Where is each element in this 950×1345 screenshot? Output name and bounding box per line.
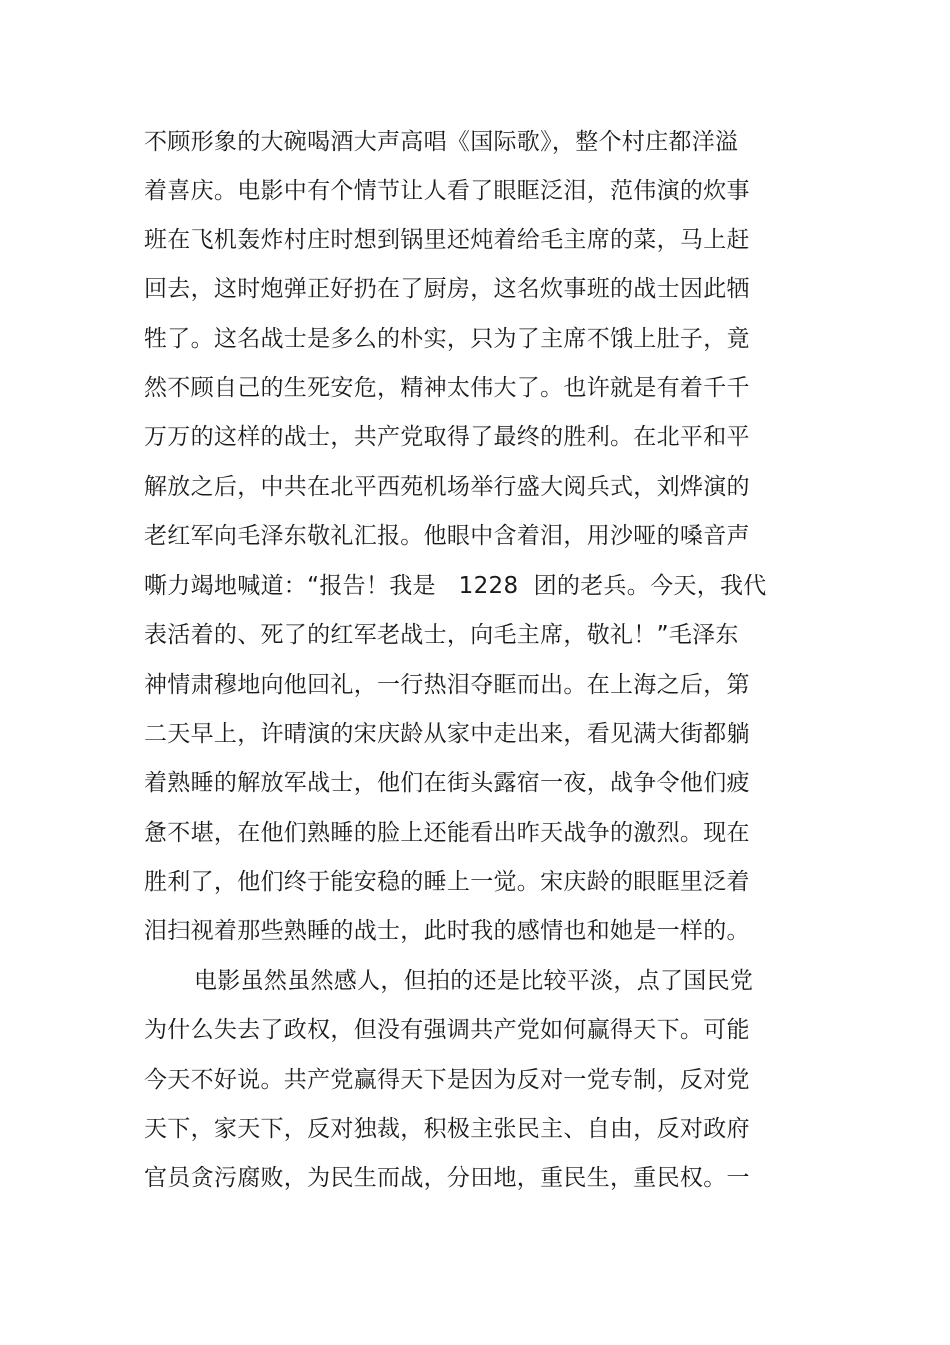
text-line-7: 万万的这样的战士，共产党取得了最终的胜利。在北平和平 (144, 424, 750, 450)
text-line-12: 神情肃穆地向他回礼，一行热泪夺眶而出。在上海之后，第 (144, 672, 750, 698)
text-line-17: 泪扫视着那些熟睡的战士，此时我的感情也和她是一样的。 (144, 918, 750, 944)
text-line-22: 官员贪污腐败，为民生而战，分田地，重民生，重民权。一 (144, 1165, 750, 1191)
text-line-5: 牲了。这名战士是多么的朴实，只为了主席不饿上肚子，竟 (144, 326, 750, 352)
text-line-1: 不顾形象的大碗喝酒大声高唱《国际歌》，整个村庄都洋溢 (144, 129, 739, 155)
text-line-6: 然不顾自己的生死安危，精神太伟大了。也许就是有着千千 (144, 375, 750, 401)
text-line-15: 惫不堪，在他们熟睡的脸上还能看出昨天战争的激烈。现在 (144, 820, 750, 846)
text-line-14: 着熟睡的解放军战士，他们在街头露宿一夜，战争令他们疲 (144, 770, 750, 796)
text-line-13: 二天早上，许晴演的宋庆龄从家中走出来，看见满大街都躺 (144, 721, 750, 747)
text-line-21: 天下，家天下，反对独裁，积极主张民主、自由，反对政府 (144, 1116, 750, 1142)
text-line-19: 为什么失去了政权，但没有强调共产党如何赢得天下。可能 (144, 1017, 750, 1043)
text-line-20: 今天不好说。共产党赢得天下是因为反对一党专制，反对党 (144, 1067, 750, 1093)
text-line-3: 班在飞机轰炸村庄时想到锅里还炖着给毛主席的菜，马上赶 (144, 227, 750, 253)
text-line-2: 着喜庆。电影中有个情节让人看了眼眶泛泪，范伟演的炊事 (144, 178, 750, 204)
text-line-4: 回去，这时炮弹正好扔在了厨房，这名炊事班的战士因此牺 (144, 276, 750, 302)
text-line-10: 嘶力竭地喊道：“报告！我是 1228 团的老兵。今天，我代 (144, 573, 767, 599)
paragraph-start-line: 电影虽然虽然感人，但拍的还是比较平淡，点了国民党 (194, 968, 754, 994)
text-line-8: 解放之后，中共在北平西苑机场举行盛大阅兵式，刘烨演的 (144, 474, 750, 500)
text-line-11: 表活着的、死了的红军老战士，向毛主席，敬礼！”毛泽东 (144, 622, 739, 648)
text-line-9: 老红军向毛泽东敬礼汇报。他眼中含着泪，用沙哑的嗓音声 (144, 523, 750, 549)
text-line-16: 胜利了，他们终于能安稳的睡上一觉。宋庆龄的眼眶里泛着 (144, 869, 750, 895)
